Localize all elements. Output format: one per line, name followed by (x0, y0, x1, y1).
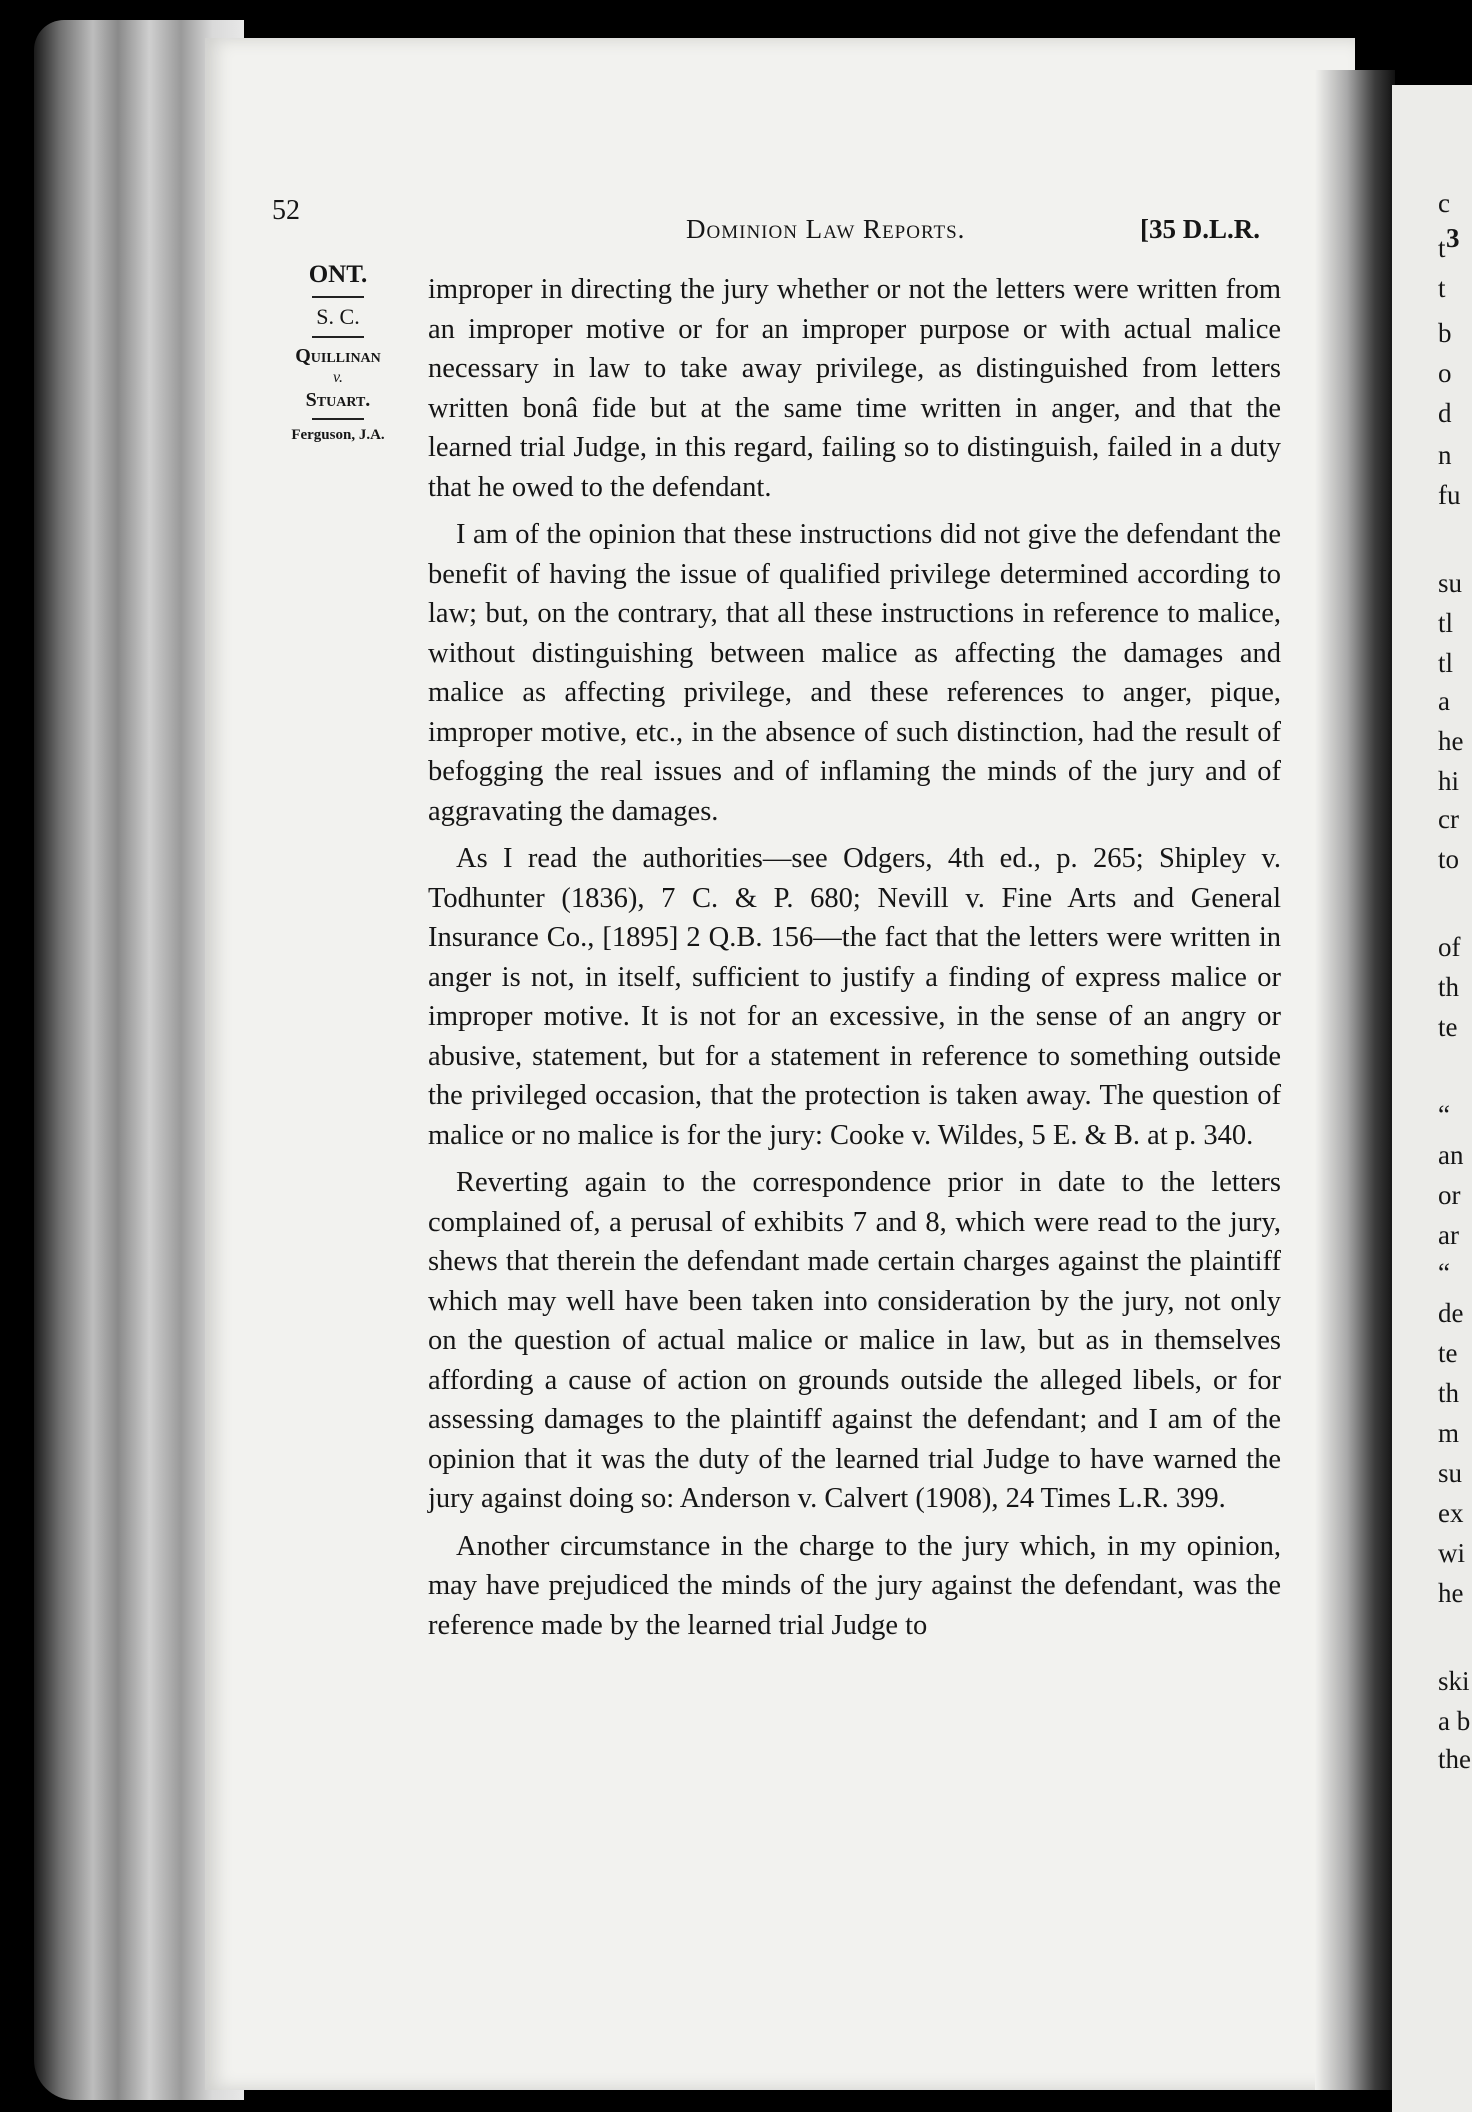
versus-label: v. (333, 369, 343, 387)
facing-page-fragment: su (1438, 568, 1463, 598)
facing-page-fragment: ar (1438, 1220, 1459, 1250)
province-label: ONT. (308, 261, 368, 288)
facing-page-fragment: su (1438, 1458, 1463, 1488)
book-gutter (1315, 70, 1395, 2090)
paragraph: Another circumstance in the charge to the jury which, in my opinion, may have prejudiced the minds of the jury against the defendant, was the reference made by the learned trial Judge to (428, 1530, 1281, 1641)
paragraph: improper in directing the jury whether or not the letters were written from an improper motive or for an improper purpose or with actual malice necessary in law to take away privilege, as distinguished from letters written bonâ fide but at the same time written in anger, and that the learned trial Judge, in this regard, failing so to distinguish, failed in a duty that he owed to the defendant. (428, 274, 1281, 503)
facing-page-fragment: ski (1438, 1666, 1470, 1696)
divider (312, 336, 364, 338)
plaintiff-name: Quillinan (295, 345, 381, 368)
divider (312, 418, 364, 420)
facing-page-fragment: a (1438, 686, 1450, 716)
facing-page-fragment: a b (1438, 1706, 1471, 1736)
judge-name: Ferguson, J.A. (291, 426, 385, 443)
paragraph: As I read the authorities—see Odgers, 4th ed., p. 265; Shipley v. Todhunter (1836), 7 C. & P. 680; Nevill v. Fine Arts and General Insurance Co., [1895] 2 Q.B. 156—the fact that the letters were written in anger is not, in itself, sufficient to justify a finding of express malice or improper motive. It is not for an excessive, in the sense of an angry or abusive, statement, but for a statement in reference to something outside the privileged occasion, that the protection is taken away. The question of malice or no malice is for the jury: Cooke v. Wildes, 5 E. & B. at p. 340. (428, 843, 1281, 1151)
facing-page-fragment: te (1438, 1012, 1458, 1042)
defendant-name: Stuart. (305, 388, 371, 411)
facing-page-fragment: an (1438, 1140, 1464, 1170)
facing-page-fragment: tl (1438, 608, 1454, 638)
facing-page-fragment: cr (1438, 804, 1459, 834)
facing-page-fragment: wi (1438, 1538, 1465, 1568)
paragraph: I am of the opinion that these instructions did not give the defendant the benefit of having the issue of qualified privilege determined according to law; but, on the contrary, that all these instructions in reference to malice, without distinguishing between malice as affecting the damages and malice as affecting privilege, and these references to anger, pique, improper motive, etc., in the absence of such distinction, had the result of befogging the real issues and of inflaming the minds of the jury and of aggravating the damages. (428, 519, 1281, 827)
court-label: S. C. (316, 304, 360, 329)
facing-page-fragment: “ (1438, 1100, 1450, 1130)
running-title: Dominion Law Reports. (686, 214, 966, 244)
facing-page-fragment: he (1438, 1578, 1464, 1608)
facing-page-fragment: to (1438, 844, 1460, 874)
facing-page-fragment: the (1438, 1744, 1471, 1774)
facing-page-fragment: tl (1438, 648, 1454, 678)
facing-page-fragment: d (1438, 398, 1452, 428)
facing-page-fragment: or (1438, 1180, 1461, 1210)
facing-page (1392, 85, 1472, 2112)
facing-page-fragment: th (1438, 972, 1460, 1002)
facing-page-fragment: o (1438, 358, 1452, 388)
facing-page-fragment: b (1438, 318, 1452, 348)
facing-page-header: 3 (1446, 223, 1460, 253)
facing-page-fragment: de (1438, 1298, 1464, 1328)
facing-page-fragment: n (1438, 440, 1452, 470)
facing-page-fragment: m (1438, 1418, 1460, 1448)
facing-page-fragment: c (1438, 188, 1450, 218)
facing-page-fragment: he (1438, 726, 1464, 756)
facing-page-fragment: fu (1438, 480, 1461, 510)
facing-page-fragment: of (1438, 932, 1461, 962)
body-text (428, 270, 1281, 1653)
margin-note (268, 260, 408, 444)
facing-page-fragment: t (1438, 233, 1446, 263)
paragraph: Reverting again to the correspondence prior in date to the letters complained of, a perusal of exhibits 7 and 8, which were read to the jury, shews that therein the defendant made certain charges against the plaintiff which may well have been taken into consideration by the jury, not only on the question of actual malice or malice in law, but as in themselves affording a cause of action on grounds outside the alleged libels, or for assessing damages to the plaintiff against the defendant; and I am of the opinion that it was the duty of the learned trial Judge to have warned the jury against doing so: Anderson v. Calvert (1908), 24 Times L.R. 399. (428, 1167, 1281, 1514)
facing-page-fragment: te (1438, 1338, 1458, 1368)
facing-page-fragment: hi (1438, 766, 1460, 796)
volume-reference: [35 D.L.R. (1140, 214, 1260, 244)
facing-page-fragment: “ (1438, 1258, 1450, 1288)
page-number: 52 (272, 195, 300, 226)
divider (312, 296, 364, 298)
facing-page-fragment: t (1438, 273, 1446, 303)
facing-page-fragment: th (1438, 1378, 1460, 1408)
facing-page-fragment: ex (1438, 1498, 1464, 1528)
